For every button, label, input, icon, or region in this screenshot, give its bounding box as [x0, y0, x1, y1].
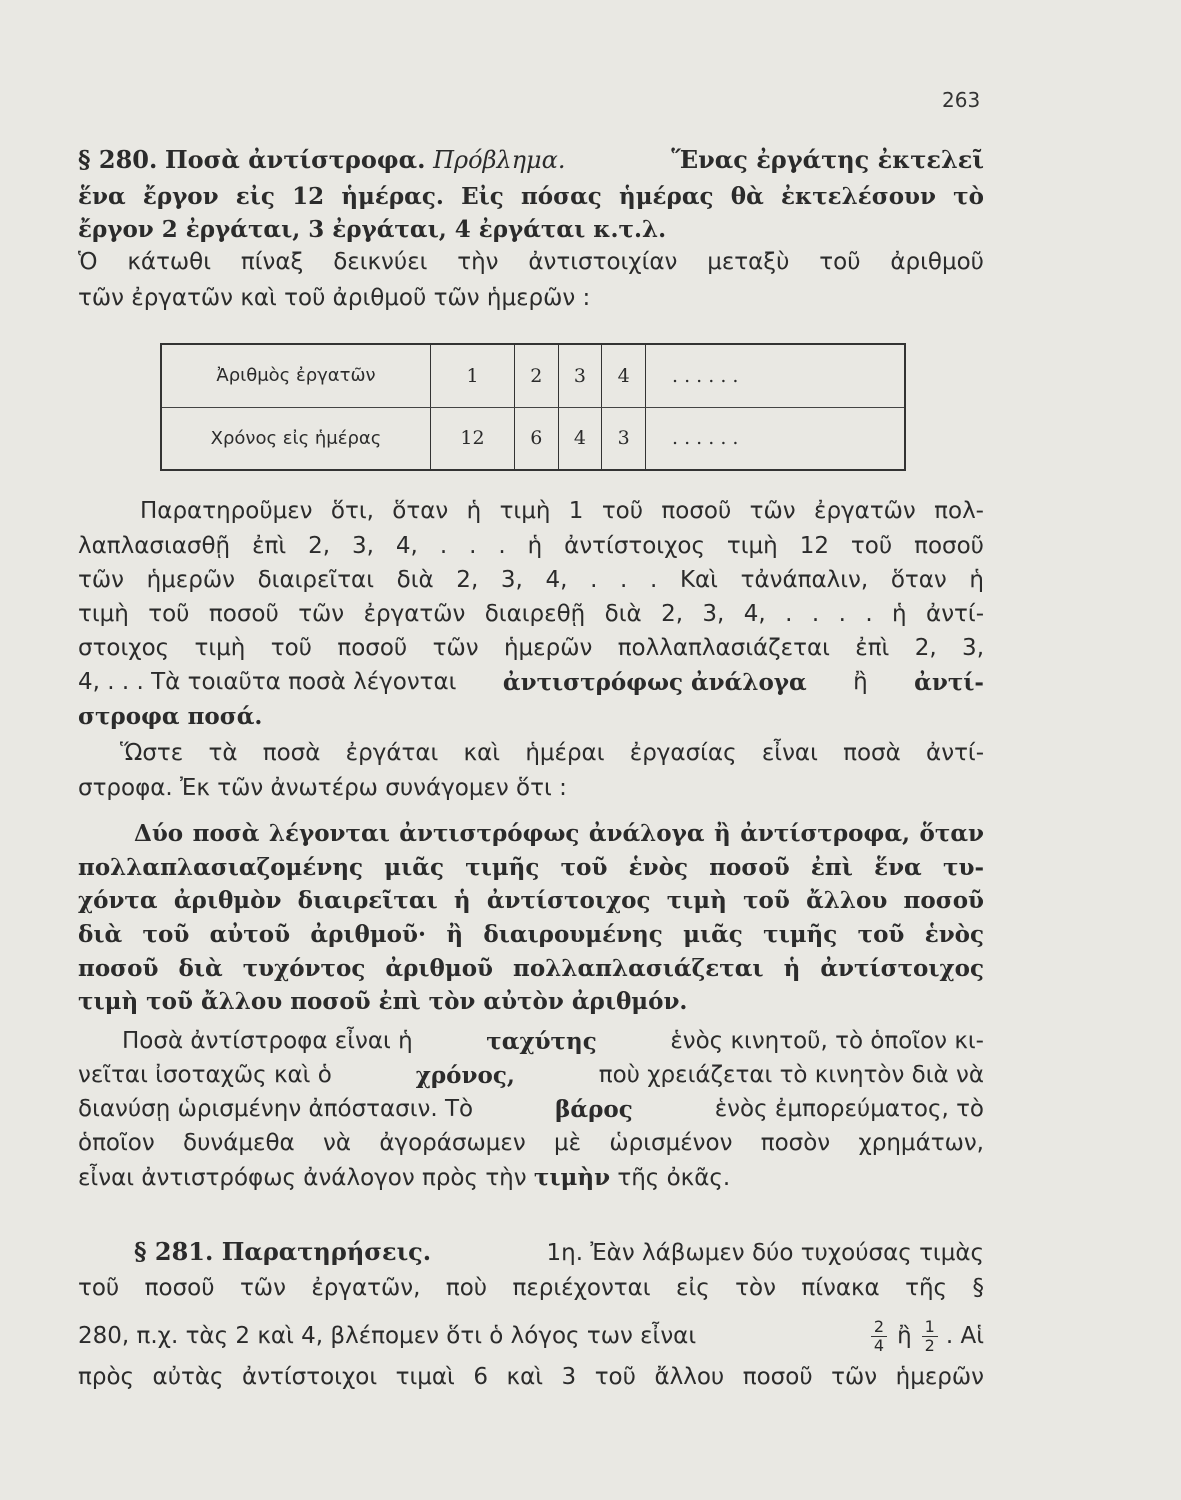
s280-line-4: τῶν ἐργατῶν καὶ τοῦ ἀριθμοῦ τῶν ἡμερῶν :: [78, 285, 591, 311]
definition-line-4: ποσοῦ διὰ τυχόντος ἀριθμοῦ πολλαπλασιάζεται ἡ ἀντίστοιχος: [78, 955, 984, 982]
para3-l2a: νεῖται ἰσοταχῶς καὶ ὁ: [78, 1062, 332, 1088]
s281-l3b: ἢ: [897, 1323, 912, 1349]
definition-line-0: Δύο ποσὰ λέγονται ἀντιστρόφως ἀνάλογα ἢ ἀντίστροφα, ὅταν: [134, 820, 984, 847]
para1-line-4: στοιχος τιμὴ τοῦ ποσοῦ τῶν ἡμερῶν πολλαπλασιάζεται ἐπὶ 2, 3,: [78, 635, 984, 661]
para3-l5c: τῆς ὀκᾶς.: [617, 1165, 731, 1191]
para1-line-5: [78, 671, 984, 694]
s281-heading: § 281. Παρατηρήσεις.: [134, 1237, 432, 1266]
para3-line-2: [78, 1098, 984, 1121]
para1-last-c: ἢ: [853, 669, 868, 695]
s280-line-3: Ὁ κάτωθι πίναξ δεικνύει τὴν ἀντιστοιχίαν μεταξὺ τοῦ ἀριθμοῦ: [78, 249, 984, 275]
fraction-1-2: [922, 1318, 938, 1355]
definition-line-2: χόντα ἀριθμὸν διαιρεῖται ἡ ἀντίστοιχος τιμὴ τοῦ ἄλλου ποσοῦ: [78, 887, 984, 914]
s280-line-0: Ἕνας ἐργάτης ἐκτελεῖ: [671, 145, 984, 174]
table-cell: 2: [514, 344, 558, 407]
definition-line-3: διὰ τοῦ αὐτοῦ ἀριθμοῦ· ἢ διαιρουμένης μιᾶς τιμῆς τοῦ ἑνὸς: [78, 921, 984, 948]
table-label-days: Χρόνος εἰς ἡμέρας: [210, 427, 382, 449]
s281-l1: 1η. Ἐὰν λάβωμεν δύο τυχούσας τιμὰς: [546, 1240, 984, 1266]
s280-title: Ποσὰ ἀντίστροφα.: [165, 145, 426, 174]
para3-l2b: χρόνος,: [415, 1062, 515, 1089]
para3-l2c: ποὺ χρειάζεται τὸ κινητὸν διὰ νὰ: [598, 1062, 984, 1088]
para1-line-0: Παρατηροῦμεν ὅτι, ὅταν ἡ τιμὴ 1 τοῦ ποσοῦ τῶν ἐργατῶν πολ-: [140, 498, 984, 524]
definition-line-1: πολλαπλασιαζομένης μιᾶς τιμῆς τοῦ ἑνὸς ποσοῦ ἐπὶ ἕνα τυ-: [78, 854, 984, 881]
para3-l1b: ταχύτης: [486, 1028, 597, 1055]
para3-line-4: [78, 1166, 984, 1190]
s280-heading-group: [78, 145, 566, 174]
table-cell: 1: [431, 344, 515, 407]
table-cell: 12: [431, 407, 515, 470]
para1-line-2: τῶν ἡμερῶν διαιρεῖται διὰ 2, 3, 4, . . . Καὶ τἀνάπαλιν, ὅταν ἡ: [78, 567, 984, 593]
para2-line-0: Ὥστε τὰ ποσὰ ἐργάται καὶ ἡμέραι ἐργασίας εἶναι ποσὰ ἀντί-: [120, 740, 984, 766]
s281-fractions: [869, 1318, 984, 1355]
table-cell: 4: [602, 344, 646, 407]
fraction-2-4: [871, 1318, 887, 1355]
table-cell-dots: . . . . . .: [646, 344, 906, 407]
table-cell: 3: [558, 344, 602, 407]
para3-line-0: [122, 1030, 984, 1053]
s281-l3c: . Αἱ: [945, 1323, 984, 1349]
s280-problem-label: Πρόβλημα.: [433, 146, 566, 174]
fraction-denominator: 4: [873, 1336, 885, 1355]
table-row-days: [161, 407, 905, 470]
table-cell: 6: [514, 407, 558, 470]
fraction-denominator: 2: [924, 1336, 935, 1355]
s280-line-2: ἔργον 2 ἐργάται, 3 ἐργάται, 4 ἐργάται κ.τ.λ.: [78, 216, 667, 243]
para3-l3a: διανύσῃ ὡρισμένην ἀπόστασιν. Τὸ: [78, 1096, 474, 1122]
s281-line-1: τοῦ ποσοῦ τῶν ἐργατῶν, ποὺ περιέχονται εἰς τὸν πίνακα τῆς §: [78, 1275, 984, 1301]
s281-l3a: 280, π.χ. τὰς 2 καὶ 4, βλέπομεν ὅτι ὁ λόγος των εἶναι: [78, 1323, 697, 1349]
para1-last-a: 4, . . . Τὰ τοιαῦτα ποσὰ λέγονται: [78, 669, 457, 695]
table-cell-dots: . . . . . .: [646, 407, 906, 470]
para3-l3c: ἑνὸς ἐμπορεύματος, τὸ: [714, 1096, 984, 1122]
para3-l3b: βάρος: [555, 1096, 633, 1123]
s281-line-2: [78, 1318, 984, 1355]
fraction-numerator: 1: [922, 1318, 938, 1337]
s280-line-1: ἕνα ἔργον εἰς 12 ἡμέρας. Εἰς πόσας ἡμέρας θὰ ἐκτελέσουν τὸ: [78, 183, 984, 210]
s280-number: § 280.: [78, 145, 158, 174]
table-cell: 4: [558, 407, 602, 470]
para3-l5a: εἶναι ἀντιστρόφως ἀνάλογον πρὸς τὴν: [78, 1165, 527, 1191]
s280-heading-line: [78, 145, 984, 174]
table-cell: 3: [602, 407, 646, 470]
para3-line-3: ὁποῖον δυνάμεθα νὰ ἀγοράσωμεν μὲ ὡρισμένον ποσὸν χρημάτων,: [78, 1130, 984, 1156]
table-row-workers: [161, 344, 905, 407]
para1-last-b: ἀντιστρόφως ἀνάλογα: [502, 669, 807, 696]
page-number: 263: [942, 88, 981, 112]
para1-line-6: στροφα ποσά.: [78, 703, 263, 730]
para1-line-1: λαπλασιασθῇ ἐπὶ 2, 3, 4, . . . ἡ ἀντίστοιχος τιμὴ 12 τοῦ ποσοῦ: [78, 533, 984, 559]
workers-days-table: [160, 343, 906, 471]
para1-last-d: ἀντί-: [914, 669, 984, 696]
para2-line-1: στροφα. Ἐκ τῶν ἀνωτέρω συνάγομεν ὅτι :: [78, 775, 567, 801]
para3-l1a: Ποσὰ ἀντίστροφα εἶναι ἡ: [122, 1028, 413, 1054]
para3-l1c: ἑνὸς κινητοῦ, τὸ ὁποῖον κι-: [670, 1028, 984, 1054]
para3-line-1: [78, 1064, 984, 1087]
para3-l5b: τιμὴν: [533, 1164, 611, 1191]
definition-line-5: τιμὴ τοῦ ἄλλου ποσοῦ ἐπὶ τὸν αὐτὸν ἀριθμόν.: [78, 988, 688, 1015]
fraction-numerator: 2: [871, 1318, 887, 1337]
s281-line-3: πρὸς αὐτὰς ἀντίστοιχοι τιμαὶ 6 καὶ 3 τοῦ ἄλλου ποσοῦ τῶν ἡμερῶν: [78, 1364, 984, 1390]
para1-line-3: τιμὴ τοῦ ποσοῦ τῶν ἐργατῶν διαιρεθῇ διὰ 2, 3, 4, . . . . ἡ ἀντί-: [78, 601, 984, 627]
table-label-workers: Ἀριθμὸς ἐργατῶν: [161, 344, 431, 407]
s281-line-0: [134, 1237, 984, 1266]
